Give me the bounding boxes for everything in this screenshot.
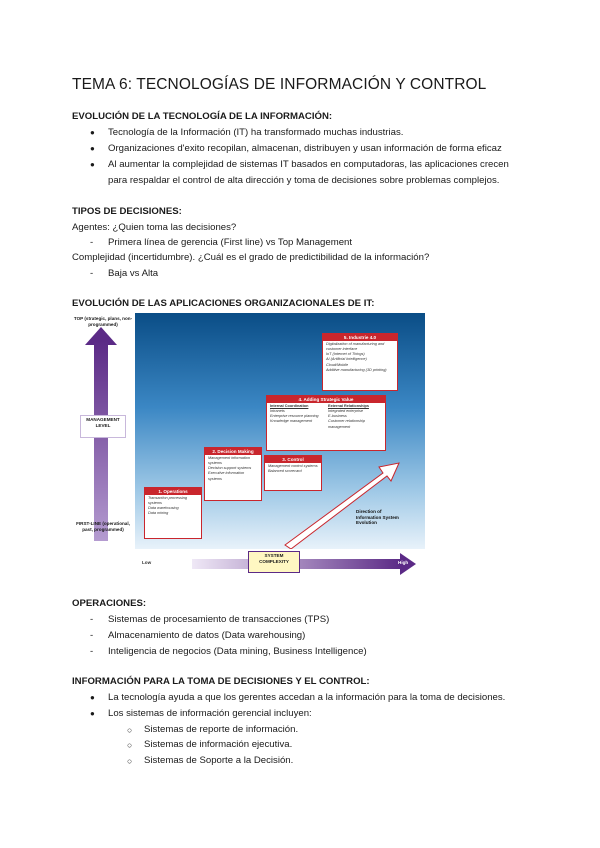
- box-item: Enterprise resource planning: [270, 414, 319, 419]
- dash-marker: -: [90, 630, 94, 641]
- agents-line: Agentes: ¿Quien toma las decisiones?: [72, 222, 237, 233]
- bullet-text: Organizaciones d'exito recopilan, almacenan, distribuyen y usan información de forma eficaz: [108, 143, 502, 154]
- dash-item: Sistemas de procesamiento de transacciones (TPS): [108, 614, 330, 625]
- evolution-figure: [72, 313, 425, 578]
- box-item: Executive information systems: [208, 471, 245, 481]
- section-heading-it-evolution: EVOLUCIÓN DE LA TECNOLOGÍA DE LA INFORMACIÓN:: [72, 111, 333, 122]
- bullet-dot: ●: [90, 160, 95, 169]
- box-title: 3. Control: [265, 456, 321, 463]
- bullet-dot: ●: [90, 693, 95, 702]
- bullet-text: Tecnología de la Información (IT) ha transformado muchas industrias.: [108, 127, 404, 138]
- bullet-dot: ●: [90, 128, 95, 137]
- bullet-text: Los sistemas de información gerencial incluyen:: [108, 708, 312, 719]
- dash-item: Primera línea de gerencia (First line) vs Top Management: [108, 237, 353, 248]
- management-level-label: MANAGEMENT LEVEL: [80, 415, 126, 438]
- box-item: Data warehousing: [148, 506, 179, 511]
- first-line-label: FIRST-LINE (operational, past, programmed): [76, 521, 130, 532]
- section-heading-operations: OPERACIONES:: [72, 598, 147, 609]
- high-label: High: [398, 560, 409, 565]
- box-title: 4. Adding Strategic Value: [267, 396, 385, 403]
- box-item: Knowledge management: [270, 419, 313, 424]
- box-title: 5. Industrie 4.0: [323, 334, 397, 341]
- circle-bullet-icon: ○: [127, 740, 133, 750]
- page-title: TEMA 6: TECNOLOGÍAS DE INFORMACIÓN Y CONTROL: [72, 76, 487, 93]
- sub-item: Sistemas de información ejecutiva.: [144, 739, 293, 750]
- box-subheading: External Relationships: [328, 404, 369, 408]
- box-item: Data mining: [148, 511, 169, 516]
- box-item: IoT (Internet of Things): [326, 352, 365, 357]
- dash-marker: -: [90, 268, 94, 279]
- sub-item: Sistemas de reporte de información.: [144, 724, 299, 735]
- circle-bullet-icon: ○: [127, 725, 133, 735]
- box-item: Integrated enterprise: [328, 409, 364, 414]
- bullet-text-continued: para respaldar el control de alta dirección y toma de decisiones sobre problemas complejos.: [108, 175, 500, 186]
- top-label: TOP (strategic, plans, non-programmed): [73, 316, 133, 327]
- section-heading-applications-evolution: EVOLUCIÓN DE LAS APLICACIONES ORGANIZACIONALES DE IT:: [72, 298, 375, 309]
- box-item: Intranets: [270, 409, 285, 414]
- box-item: Balanced scorecard: [268, 469, 302, 474]
- box-decision-making: [204, 447, 262, 501]
- dash-item: Baja vs Alta: [108, 268, 159, 279]
- management-axis-bar: [94, 341, 108, 541]
- low-label: Low: [142, 560, 152, 565]
- box-item: AI (Artificial Intelligence): [326, 357, 367, 362]
- box-item: E-business: [328, 414, 347, 419]
- box-adding-strategic-value: [266, 395, 386, 451]
- box-industrie-4: [322, 333, 398, 391]
- box-control: [264, 455, 322, 491]
- evolution-direction-label: Direction of Information System Evolution: [356, 509, 399, 526]
- bullet-dot: ●: [90, 144, 95, 153]
- box-title: 2. Decision Making: [205, 448, 261, 455]
- dash-item: Inteligencia de negocios (Data mining, Business Intelligence): [108, 646, 367, 657]
- box-item: Management information systems: [208, 456, 250, 466]
- bullet-text: La tecnología ayuda a que los gerentes accedan a la información para la toma de decisiones.: [108, 692, 506, 703]
- dash-item: Almacenamiento de datos (Data warehousing): [108, 630, 306, 641]
- box-item: Additive manufacturing (3D printing): [326, 367, 387, 372]
- section-heading-decision-info: INFORMACIÓN PARA LA TOMA DE DECISIONES Y EL CONTROL:: [72, 676, 370, 687]
- dash-marker: -: [90, 646, 94, 657]
- box-item: Digitalization of manufacturing and customer interface: [326, 342, 385, 352]
- dash-marker: -: [90, 237, 94, 248]
- section-heading-decision-types: TIPOS DE DECISIONES:: [72, 206, 182, 217]
- system-complexity-label: SYSTEM COMPLEXITY: [248, 551, 300, 573]
- box-operations: [144, 487, 202, 539]
- circle-bullet-icon: ○: [127, 756, 133, 766]
- box-item: Customer relationship management: [328, 419, 365, 429]
- sub-item: Sistemas de Soporte a la Decisión.: [144, 755, 294, 766]
- box-item: Management control systems: [268, 464, 318, 468]
- bullet-dot: ●: [90, 709, 95, 718]
- bullet-text: Al aumentar la complejidad de sistemas IT basados en computadoras, las aplicaciones crecen: [108, 159, 509, 170]
- box-title: 1. Operations: [145, 488, 201, 495]
- box-item: Transaction processing systems: [148, 496, 187, 506]
- complexity-line: Complejidad (incertidumbre). ¿Cuál es el grado de predictibilidad de la información?: [72, 252, 430, 263]
- box-item: Cloud/Mobile: [326, 362, 349, 367]
- box-subheading: Internal Coordination: [270, 404, 309, 408]
- dash-marker: -: [90, 614, 94, 625]
- box-item: Decision support systems: [208, 466, 252, 471]
